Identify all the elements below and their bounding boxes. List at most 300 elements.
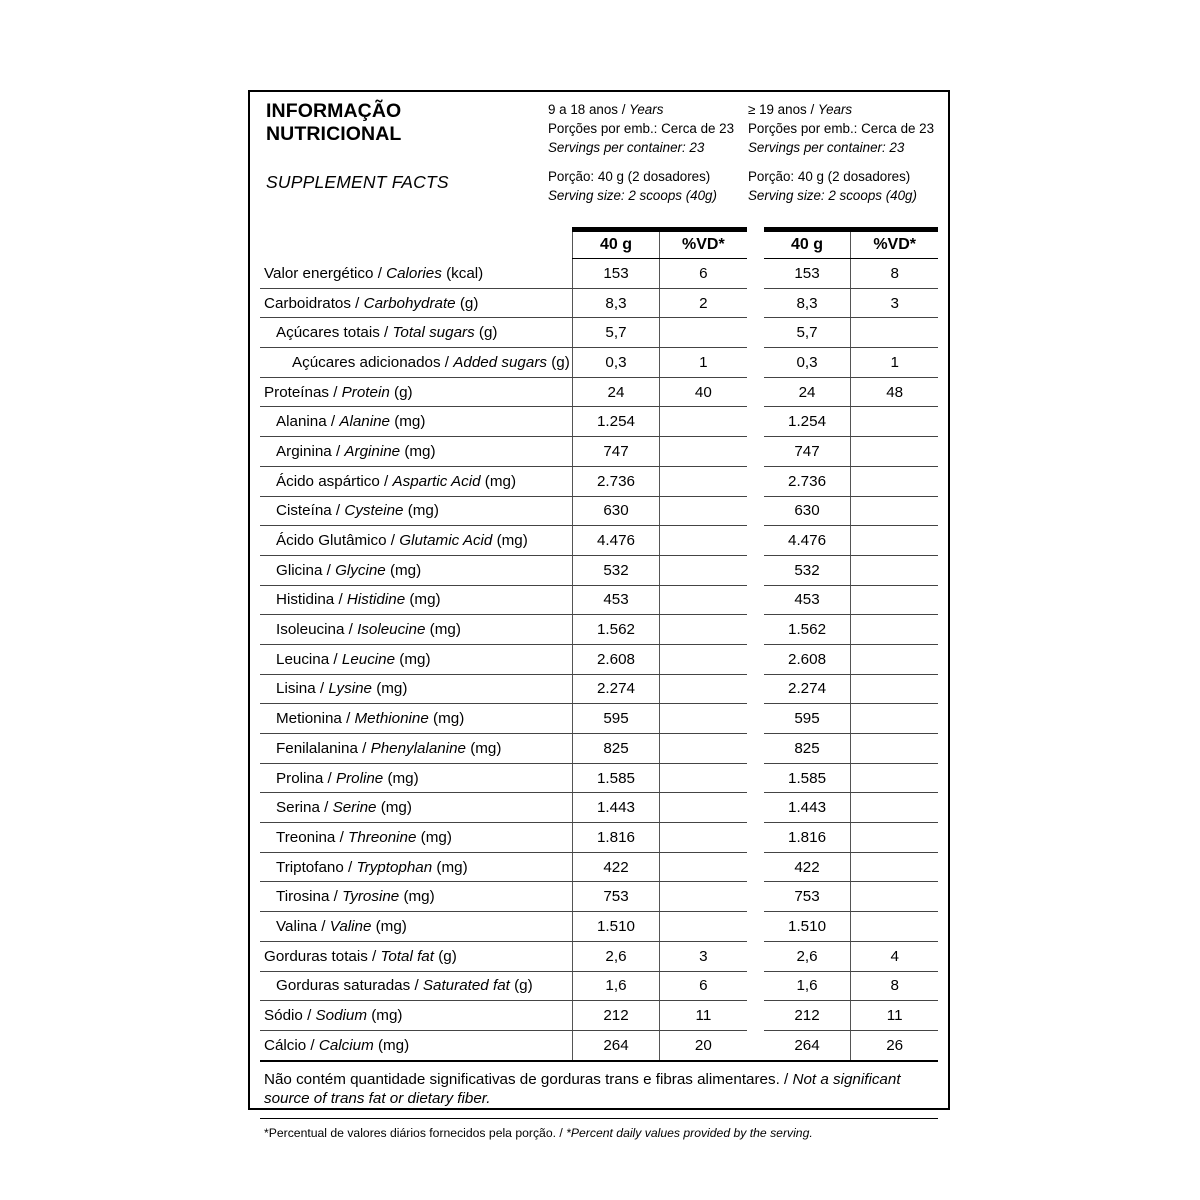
nutrient-unit: (g) [455,294,479,312]
nutrient-label-pt: Proteínas / [264,383,342,401]
rule-segment [260,220,572,230]
column-group-gap [747,734,764,764]
column-group-gap [747,585,764,615]
cell-amount-group-2: 2,6 [764,941,851,971]
nutrient-label-en: Added sugars [453,353,547,371]
column-header-amount-1: 40 g [572,230,659,259]
cell-amount-group-1: 1.510 [572,912,659,942]
nutrient-label-en: Calcium [318,1036,374,1054]
cell-amount-group-1: 532 [572,555,659,585]
footnote-trans-fat-pt: Não contém quantidade significativas de gorduras trans e fibras alimentares. / [264,1070,793,1088]
table-row [260,644,938,674]
cell-dv-group-2: 48 [851,377,938,407]
nutrient-label-en: Saturated fat [422,977,510,995]
nutrient-label [260,644,572,674]
nutrient-label-en: Threonine [348,828,417,846]
nutrient-label-en: Leucine [341,650,396,668]
cell-dv-group-2 [851,734,938,764]
column-group-gap [747,318,764,348]
cell-dv-group-1 [660,526,747,556]
rule-segment [572,220,659,230]
nutrient-label [260,318,572,348]
cell-amount-group-2: 2.736 [764,466,851,496]
column-group-gap [747,1030,764,1060]
column-group-gap [747,852,764,882]
panel-titles [260,100,548,193]
table-row [260,971,938,1001]
column-group-gap [747,704,764,734]
table-row [260,318,938,348]
nutrient-label-en: Glutamic Acid [399,532,493,550]
nutrient-label [260,466,572,496]
footnote-trans-fat [260,1062,938,1120]
column-group-gap [747,555,764,585]
cell-amount-group-2: 212 [764,1001,851,1031]
cell-dv-group-2 [851,585,938,615]
nutrient-label-pt: Serina / [276,799,333,817]
nutrient-unit: (mg) [432,858,468,876]
table-row [260,793,938,823]
cell-dv-group-2 [851,407,938,437]
column-group-gap [747,823,764,853]
cell-dv-group-1 [660,466,747,496]
cell-amount-group-1: 0,3 [572,348,659,378]
nutrient-unit: (mg) [480,472,516,490]
cell-amount-group-2: 1.510 [764,912,851,942]
servings-en-1: Servings per container: 23 [548,140,705,156]
nutrition-facts-panel [248,90,950,1141]
cell-amount-group-1: 2.608 [572,644,659,674]
cell-dv-group-2: 4 [851,941,938,971]
table-row [260,941,938,971]
cell-dv-group-2 [851,793,938,823]
cell-dv-group-2 [851,912,938,942]
nutrient-label [260,585,572,615]
column-header-blank [260,230,572,259]
cell-dv-group-1 [660,823,747,853]
serving-info-group-2 [748,100,948,205]
age-range-pt-2: ≥ 19 anos / [748,102,818,117]
portion-pt-1: Porção: 40 g (2 dosadores) [548,169,711,185]
cell-dv-group-2 [851,704,938,734]
cell-dv-group-1 [660,912,747,942]
cell-amount-group-2: 1.254 [764,407,851,437]
cell-dv-group-2 [851,555,938,585]
footnote-daily-values [260,1119,938,1146]
nutrient-unit: (mg) [385,561,422,579]
nutrient-label-pt: Cisteína / [276,502,345,520]
cell-dv-group-1 [660,793,747,823]
nutrient-label [260,437,572,467]
nutrient-label-pt: Arginina / [276,442,345,460]
nutrient-label-en: Methionine [354,710,429,728]
cell-dv-group-1 [660,407,747,437]
column-group-gap [747,912,764,942]
cell-dv-group-1: 3 [660,941,747,971]
cell-amount-group-1: 1.443 [572,793,659,823]
cell-amount-group-2: 747 [764,437,851,467]
nutrient-label-en: Carbohydrate [363,294,456,312]
cell-amount-group-2: 595 [764,704,851,734]
nutrient-label-pt: Ácido Glutâmico / [276,532,400,550]
spacer [748,157,948,167]
nutrient-label [260,496,572,526]
cell-dv-group-2 [851,823,938,853]
nutrient-label [260,704,572,734]
cell-amount-group-2: 0,3 [764,348,851,378]
table-row [260,704,938,734]
cell-dv-group-2: 3 [851,288,938,318]
nutrient-label [260,259,572,289]
column-group-gap [747,1001,764,1031]
cell-amount-group-2: 753 [764,882,851,912]
nutrient-label-pt: Açúcares totais / [276,324,393,342]
nutrient-unit: (mg) [425,621,461,639]
column-group-gap [747,259,764,289]
cell-amount-group-1: 453 [572,585,659,615]
age-range-en-1: Years [629,102,664,117]
nutrient-unit: (mg) [373,1036,410,1054]
nutrient-label-pt: Lisina / [276,680,329,698]
column-header-amount-2: 40 g [764,230,851,259]
nutrient-unit: (g) [433,947,457,965]
cell-amount-group-2: 422 [764,852,851,882]
table-row [260,674,938,704]
cell-amount-group-2: 1.816 [764,823,851,853]
column-group-gap [747,763,764,793]
nutrient-label-pt: Histidina / [276,591,347,609]
cell-amount-group-1: 422 [572,852,659,882]
cell-dv-group-2 [851,882,938,912]
cell-amount-group-1: 212 [572,1001,659,1031]
table-top-rule [260,220,938,230]
nutrient-unit: (mg) [399,888,435,906]
cell-dv-group-1: 6 [660,971,747,1001]
cell-dv-group-1 [660,644,747,674]
cell-dv-group-2 [851,496,938,526]
cell-dv-group-2 [851,644,938,674]
cell-amount-group-1: 630 [572,496,659,526]
cell-dv-group-1: 2 [660,288,747,318]
nutrient-label [260,912,572,942]
servings-pt-1: Porções por emb.: Cerca de 23 [548,121,735,137]
nutrition-table-body [260,220,938,1061]
nutrient-label-pt: Açúcares adicionados / [292,353,454,371]
page-title [266,100,548,146]
nutrient-label-pt: Prolina / [276,769,336,787]
column-group-gap [747,230,764,259]
nutrient-label-pt: Metionina / [276,710,355,728]
nutrient-unit: (mg) [416,828,452,846]
rule-segment [660,220,747,230]
cell-amount-group-1: 595 [572,704,659,734]
nutrient-label-en: Calories [386,264,442,282]
nutrient-label-en: Total fat [380,947,434,965]
table-row [260,555,938,585]
nutrient-label-en: Total sugars [392,324,475,342]
table-row [260,763,938,793]
nutrient-label-en: Isoleucine [357,621,426,639]
serving-info-group-1 [548,100,748,205]
title-line-2: NUTRICIONAL [266,122,402,145]
nutrition-table [260,220,938,1062]
nutrient-label-pt: Gorduras totais / [264,947,381,965]
cell-amount-group-2: 5,7 [764,318,851,348]
nutrient-label-pt: Fenilalanina / [276,739,371,757]
cell-dv-group-1 [660,318,747,348]
cell-amount-group-2: 453 [764,585,851,615]
cell-dv-group-2: 26 [851,1030,938,1060]
nutrient-label [260,407,572,437]
cell-amount-group-1: 753 [572,882,659,912]
nutrient-label [260,348,572,378]
cell-amount-group-2: 4.476 [764,526,851,556]
cell-amount-group-2: 153 [764,259,851,289]
nutrient-unit: (mg) [403,502,439,520]
nutrient-label-pt: Valina / [276,917,330,935]
nutrient-label [260,793,572,823]
column-group-gap [747,971,764,1001]
table-row [260,496,938,526]
cell-dv-group-2: 8 [851,971,938,1001]
cell-amount-group-1: 1.562 [572,615,659,645]
title-line-1: INFORMAÇÃO [266,100,402,122]
column-group-gap [747,941,764,971]
portion-pt-2: Porção: 40 g (2 dosadores) [748,169,911,185]
cell-dv-group-1 [660,674,747,704]
servings-pt-2: Porções por emb.: Cerca de 23 [748,121,935,137]
cell-dv-group-1: 11 [660,1001,747,1031]
cell-dv-group-1 [660,704,747,734]
table-row [260,437,938,467]
cell-dv-group-1 [660,555,747,585]
spacer [548,157,748,167]
column-group-gap [747,496,764,526]
column-group-gap [747,377,764,407]
nutrient-label [260,763,572,793]
cell-amount-group-1: 1.254 [572,407,659,437]
column-group-gap [747,526,764,556]
cell-amount-group-2: 8,3 [764,288,851,318]
nutrient-unit: (mg) [390,413,426,431]
nutrient-unit: (mg) [405,591,441,609]
cell-amount-group-2: 1.443 [764,793,851,823]
nutrient-label [260,1001,572,1031]
age-range-label-1 [548,100,748,119]
nutrient-label-pt: Isoleucina / [276,621,358,639]
cell-amount-group-1: 1.585 [572,763,659,793]
cell-dv-group-2: 11 [851,1001,938,1031]
nutrient-label [260,377,572,407]
cell-amount-group-2: 1,6 [764,971,851,1001]
nutrient-label-pt: Sódio / [264,1007,316,1025]
nutrient-label-en: Tyrosine [342,888,400,906]
table-row [260,823,938,853]
nutrient-unit: (mg) [383,769,419,787]
cell-amount-group-2: 1.585 [764,763,851,793]
column-group-gap [747,674,764,704]
cell-dv-group-2 [851,615,938,645]
cell-dv-group-1: 1 [660,348,747,378]
table-row [260,259,938,289]
nutrient-label [260,852,572,882]
nutrient-unit: (mg) [465,739,502,757]
nutrient-label-pt: Ácido aspártico / [276,472,393,490]
nutrient-label [260,288,572,318]
nutrient-label-pt: Carboidratos / [264,294,364,312]
cell-amount-group-1: 24 [572,377,659,407]
nutrient-label-en: Proline [335,769,384,787]
nutrient-label-en: Protein [341,383,390,401]
nutrient-label-pt: Alanina / [276,413,340,431]
footnote-daily-values-pt: *Percentual de valores diários fornecidos pela porção. / [264,1126,567,1141]
nutrient-label-en: Histidine [346,591,406,609]
nutrient-unit: (mg) [376,799,412,817]
nutrient-unit: (mg) [428,710,465,728]
age-range-en-2: Years [817,102,853,117]
nutrient-label [260,734,572,764]
cell-dv-group-1 [660,734,747,764]
rule-segment [764,220,851,230]
cell-amount-group-1: 2.274 [572,674,659,704]
nutrient-label-pt: Tirosina / [276,888,343,906]
cell-amount-group-1: 4.476 [572,526,659,556]
cell-dv-group-2 [851,526,938,556]
cell-amount-group-2: 1.562 [764,615,851,645]
cell-dv-group-2 [851,318,938,348]
cell-dv-group-1: 40 [660,377,747,407]
footnote-trans-fat-en: Not a significant source of trans fat or dietary fiber. [264,1070,901,1108]
age-range-pt-1: 9 a 18 anos / [548,102,630,117]
table-row [260,734,938,764]
footnote-daily-values-en: *Percent daily values provided by the serving. [566,1126,813,1141]
cell-dv-group-2 [851,466,938,496]
nutrient-label-en: Cysteine [344,502,404,520]
cell-dv-group-2: 8 [851,259,938,289]
cell-dv-group-2: 1 [851,348,938,378]
column-header-dv-1: %VD* [660,230,747,259]
table-row [260,288,938,318]
cell-amount-group-1: 2,6 [572,941,659,971]
cell-dv-group-1 [660,852,747,882]
cell-amount-group-2: 2.274 [764,674,851,704]
nutrient-label-en: Arginine [344,442,401,460]
table-row [260,852,938,882]
nutrient-unit: (mg) [395,650,431,668]
nutrient-label-en: Tryptophan [356,858,433,876]
cell-dv-group-1 [660,763,747,793]
nutrient-unit: (kcal) [441,264,484,282]
nutrient-unit: (g) [509,977,533,995]
nutrient-label [260,674,572,704]
nutrient-unit: (mg) [371,680,408,698]
cell-amount-group-2: 24 [764,377,851,407]
nutrient-label [260,526,572,556]
nutrient-label-pt: Triptofano / [276,858,357,876]
nutrient-unit: (g) [474,324,498,342]
servings-en-2: Servings per container: 23 [748,140,905,156]
cell-amount-group-1: 1.816 [572,823,659,853]
cell-amount-group-2: 2.608 [764,644,851,674]
column-group-gap [747,793,764,823]
cell-amount-group-1: 264 [572,1030,659,1060]
table-row [260,615,938,645]
column-header-row [260,230,938,259]
nutrient-label [260,823,572,853]
rule-segment [851,220,938,230]
column-header-dv-2: %VD* [851,230,938,259]
table-row [260,585,938,615]
nutrient-label-en: Glycine [335,561,386,579]
cell-dv-group-1 [660,615,747,645]
cell-amount-group-2: 630 [764,496,851,526]
cell-dv-group-2 [851,763,938,793]
table-row [260,466,938,496]
column-group-gap [747,615,764,645]
table-row [260,407,938,437]
column-group-gap [747,882,764,912]
cell-amount-group-1: 747 [572,437,659,467]
column-group-gap [747,348,764,378]
nutrient-label [260,971,572,1001]
rule-segment [747,220,764,230]
nutrient-label-en: Alanine [339,413,390,431]
nutrient-label [260,882,572,912]
cell-amount-group-2: 825 [764,734,851,764]
table-row [260,377,938,407]
cell-dv-group-2 [851,852,938,882]
nutrient-label-pt: Leucina / [276,650,342,668]
nutrient-label [260,941,572,971]
nutrient-unit: (g) [546,353,570,371]
cell-amount-group-1: 2.736 [572,466,659,496]
table-row [260,1030,938,1060]
page-subtitle: SUPPLEMENT FACTS [266,171,449,192]
nutrient-unit: (mg) [492,532,528,550]
nutrient-unit: (mg) [367,1007,403,1025]
cell-dv-group-1 [660,496,747,526]
cell-dv-group-1: 20 [660,1030,747,1060]
table-row [260,1001,938,1031]
column-group-gap [747,437,764,467]
nutrient-label [260,615,572,645]
table-row [260,882,938,912]
nutrient-label [260,1030,572,1060]
nutrient-label-pt: Cálcio / [264,1036,319,1054]
nutrient-label-en: Phenylalanine [370,739,466,757]
cell-amount-group-1: 153 [572,259,659,289]
table-row [260,526,938,556]
nutrient-label [260,555,572,585]
nutrient-label-pt: Valor energético / [264,264,387,282]
column-group-gap [747,466,764,496]
table-row [260,348,938,378]
cell-dv-group-1 [660,437,747,467]
cell-dv-group-1 [660,585,747,615]
nutrient-label-en: Valine [329,917,372,935]
nutrient-label-pt: Glicina / [276,561,336,579]
cell-dv-group-1: 6 [660,259,747,289]
cell-amount-group-2: 532 [764,555,851,585]
table-row [260,912,938,942]
cell-dv-group-2 [851,437,938,467]
age-range-label-2 [748,100,948,119]
nutrient-unit: (g) [389,383,413,401]
cell-amount-group-2: 264 [764,1030,851,1060]
portion-en-1: Serving size: 2 scoops (40g) [548,188,717,204]
nutrient-label-en: Lysine [328,680,372,698]
panel-header [260,100,938,218]
